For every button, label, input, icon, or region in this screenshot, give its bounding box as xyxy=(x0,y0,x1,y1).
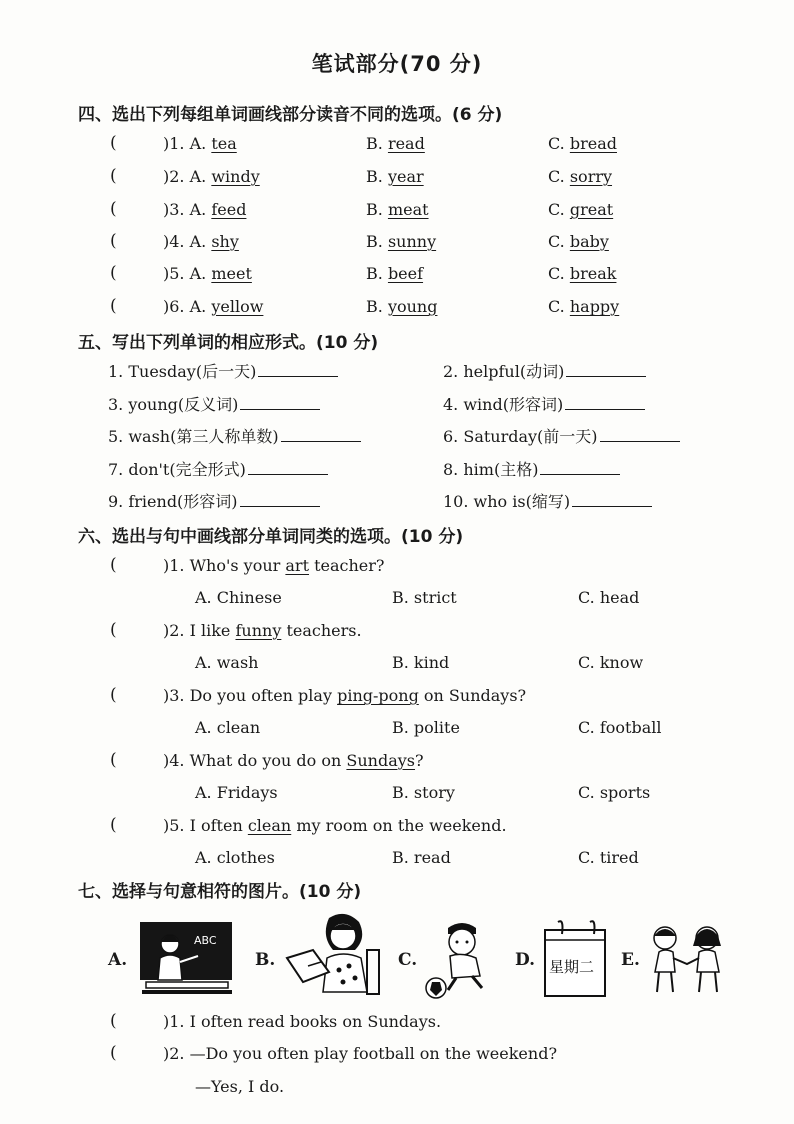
option-b-word: beef xyxy=(387,264,424,283)
teacher-blackboard-picture xyxy=(138,918,234,998)
question-option-c xyxy=(548,199,613,221)
boy-football-picture xyxy=(422,918,498,1000)
fill-in-item xyxy=(443,490,652,513)
fill-in-prompt: 8. him(主格) xyxy=(443,460,539,479)
option-c-word: sorry xyxy=(569,167,613,186)
answer-line: —Yes, I do. xyxy=(195,1077,285,1096)
option-c-word: great xyxy=(569,200,614,219)
fill-in-item xyxy=(443,360,646,383)
question-option-c xyxy=(548,166,612,188)
calendar-text: 星期二 xyxy=(549,958,595,976)
fill-in-item xyxy=(108,360,338,383)
option-b-word: sunny xyxy=(387,232,437,251)
picture-label-d: D. xyxy=(515,950,536,970)
section-5-heading: 五、写出下列单词的相应形式。(10 分) xyxy=(78,333,379,353)
question-option-b xyxy=(366,199,429,221)
option-b-prefix: B. xyxy=(366,167,388,186)
question-sentence xyxy=(163,750,424,772)
option-b: B. story xyxy=(392,783,455,802)
sentence-start: )3. Do you often play xyxy=(163,686,338,705)
question-option-b xyxy=(366,231,436,253)
fill-in-blank xyxy=(281,425,361,442)
fill-in-prompt: 6. Saturday(前一天) xyxy=(443,427,598,446)
answer-paren: ( xyxy=(110,685,117,705)
underlined-word: clean xyxy=(247,816,292,835)
option-a-word: shy xyxy=(211,232,239,251)
sentence-start: )5. I often xyxy=(163,816,248,835)
answer-paren: ( xyxy=(110,133,117,153)
fill-in-prompt: 2. helpful(动词) xyxy=(443,362,565,381)
girl-reading-picture xyxy=(283,910,383,996)
question-option-a xyxy=(163,133,237,155)
question-sentence xyxy=(163,620,362,642)
option-c-prefix: C. xyxy=(548,232,570,251)
option-a: A. wash xyxy=(195,653,259,672)
fill-in-item xyxy=(108,490,320,513)
sentence-start: )1. Who's your xyxy=(163,556,286,575)
fill-in-item xyxy=(108,393,320,416)
fill-in-blank xyxy=(572,490,652,507)
option-a: A. Chinese xyxy=(195,588,282,607)
option-b-prefix: B. xyxy=(366,232,388,251)
option-c-word: bread xyxy=(569,134,617,153)
answer-paren: ( xyxy=(110,750,117,770)
option-c-prefix: C. xyxy=(548,134,570,153)
option-c-prefix: C. xyxy=(548,297,570,316)
fill-in-blank xyxy=(565,393,645,410)
answer-paren: ( xyxy=(110,1011,117,1031)
sentence-end: on Sundays? xyxy=(418,686,527,705)
underlined-word: ping-pong xyxy=(337,686,419,705)
option-b: B. strict xyxy=(392,588,457,607)
option-c-prefix: C. xyxy=(548,167,570,186)
option-a: A. Fridays xyxy=(195,783,278,802)
fill-in-blank xyxy=(540,458,620,475)
fill-in-prompt: 3. young(反义词) xyxy=(108,395,239,414)
fill-in-prompt: 10. who is(缩写) xyxy=(443,492,571,511)
page-title: 笔试部分(70 分) xyxy=(311,52,483,76)
fill-in-prompt: 7. don't(完全形式) xyxy=(108,460,246,479)
question-option-b xyxy=(366,133,425,155)
answer-paren: ( xyxy=(110,555,117,575)
option-c-prefix: C. xyxy=(548,264,570,283)
sentence-start: )2. I like xyxy=(163,621,236,640)
fill-in-blank xyxy=(240,490,320,507)
picture-question: )1. I often read books on Sundays. xyxy=(163,1012,442,1031)
fill-in-blank xyxy=(258,360,338,377)
option-b-prefix: B. xyxy=(366,200,388,219)
answer-paren: ( xyxy=(110,263,117,283)
question-number: )3. A. xyxy=(163,200,212,219)
answer-paren: ( xyxy=(110,231,117,251)
question-option-b xyxy=(366,296,437,318)
option-b-prefix: B. xyxy=(366,264,388,283)
option-a: A. clean xyxy=(195,718,261,737)
option-c-word: baby xyxy=(569,232,609,251)
fill-in-item xyxy=(108,425,361,448)
option-b-word: young xyxy=(387,297,438,316)
option-a: A. clothes xyxy=(195,848,275,867)
fill-in-item xyxy=(443,393,645,416)
option-c-prefix: C. xyxy=(548,200,570,219)
question-option-c xyxy=(548,296,619,318)
fill-in-prompt: 9. friend(形容词) xyxy=(108,492,238,511)
board-text: ABC xyxy=(194,934,217,947)
option-c: C. know xyxy=(578,653,644,672)
friends-handshake-picture xyxy=(645,922,729,996)
picture-label-a: A. xyxy=(108,950,128,970)
question-sentence xyxy=(163,685,526,707)
fill-in-blank xyxy=(566,360,646,377)
fill-in-prompt: 5. wash(第三人称单数) xyxy=(108,427,279,446)
answer-paren: ( xyxy=(110,1043,117,1063)
fill-in-item xyxy=(108,458,328,481)
question-option-a xyxy=(163,199,246,221)
option-b-word: read xyxy=(387,134,425,153)
option-b-prefix: B. xyxy=(366,297,388,316)
fill-in-prompt: 1. Tuesday(后一天) xyxy=(108,362,257,381)
question-option-a xyxy=(163,231,239,253)
question-number: )6. A. xyxy=(163,297,212,316)
section-7-heading: 七、选择与句意相符的图片。(10 分) xyxy=(78,882,362,902)
option-c: C. football xyxy=(578,718,662,737)
question-number: )5. A. xyxy=(163,264,212,283)
calendar-picture xyxy=(542,916,608,1000)
section-4-heading: 四、选出下列每组单词画线部分读音不同的选项。(6 分) xyxy=(78,105,503,125)
sentence-end: teachers. xyxy=(281,621,362,640)
fill-in-item xyxy=(443,425,680,448)
question-option-b xyxy=(366,166,424,188)
option-a-word: yellow xyxy=(211,297,264,316)
option-a-word: tea xyxy=(211,134,237,153)
question-number: )1. A. xyxy=(163,134,212,153)
question-option-c xyxy=(548,263,616,285)
picture-label-c: C. xyxy=(398,950,418,970)
question-option-b xyxy=(366,263,423,285)
option-b-prefix: B. xyxy=(366,134,388,153)
question-option-a xyxy=(163,263,252,285)
picture-label-b: B. xyxy=(255,950,276,970)
underlined-word: funny xyxy=(235,621,282,640)
option-b: B. read xyxy=(392,848,451,867)
option-c: C. sports xyxy=(578,783,651,802)
question-option-c xyxy=(548,231,609,253)
option-b-word: year xyxy=(387,167,424,186)
picture-label-e: E. xyxy=(621,950,640,970)
question-option-a xyxy=(163,296,263,318)
question-number: )4. A. xyxy=(163,232,212,251)
answer-paren: ( xyxy=(110,815,117,835)
option-c-word: break xyxy=(569,264,617,283)
option-a-word: windy xyxy=(211,167,260,186)
answer-paren: ( xyxy=(110,166,117,186)
sentence-end: my room on the weekend. xyxy=(291,816,507,835)
option-c: C. head xyxy=(578,588,640,607)
answer-paren: ( xyxy=(110,620,117,640)
option-b-word: meat xyxy=(387,200,429,219)
fill-in-blank xyxy=(600,425,680,442)
underlined-word: Sundays xyxy=(346,751,416,770)
fill-in-item xyxy=(443,458,620,481)
option-c-word: happy xyxy=(569,297,620,316)
sentence-start: )4. What do you do on xyxy=(163,751,347,770)
section-6-heading: 六、选出与句中画线部分单词同类的选项。(10 分) xyxy=(78,527,464,547)
question-option-c xyxy=(548,133,617,155)
underlined-word: art xyxy=(285,556,310,575)
picture-question: )2. —Do you often play football on the weekend? xyxy=(163,1044,558,1063)
fill-in-blank xyxy=(240,393,320,410)
sentence-end: ? xyxy=(415,751,424,770)
option-c: C. tired xyxy=(578,848,639,867)
fill-in-prompt: 4. wind(形容词) xyxy=(443,395,564,414)
answer-paren: ( xyxy=(110,296,117,316)
option-b: B. kind xyxy=(392,653,450,672)
question-number: )2. A. xyxy=(163,167,212,186)
question-sentence xyxy=(163,815,507,837)
sentence-end: teacher? xyxy=(309,556,385,575)
question-sentence xyxy=(163,555,385,577)
fill-in-blank xyxy=(248,458,328,475)
option-b: B. polite xyxy=(392,718,460,737)
option-a-word: meet xyxy=(211,264,252,283)
option-a-word: feed xyxy=(211,200,247,219)
answer-paren: ( xyxy=(110,199,117,219)
question-option-a xyxy=(163,166,260,188)
